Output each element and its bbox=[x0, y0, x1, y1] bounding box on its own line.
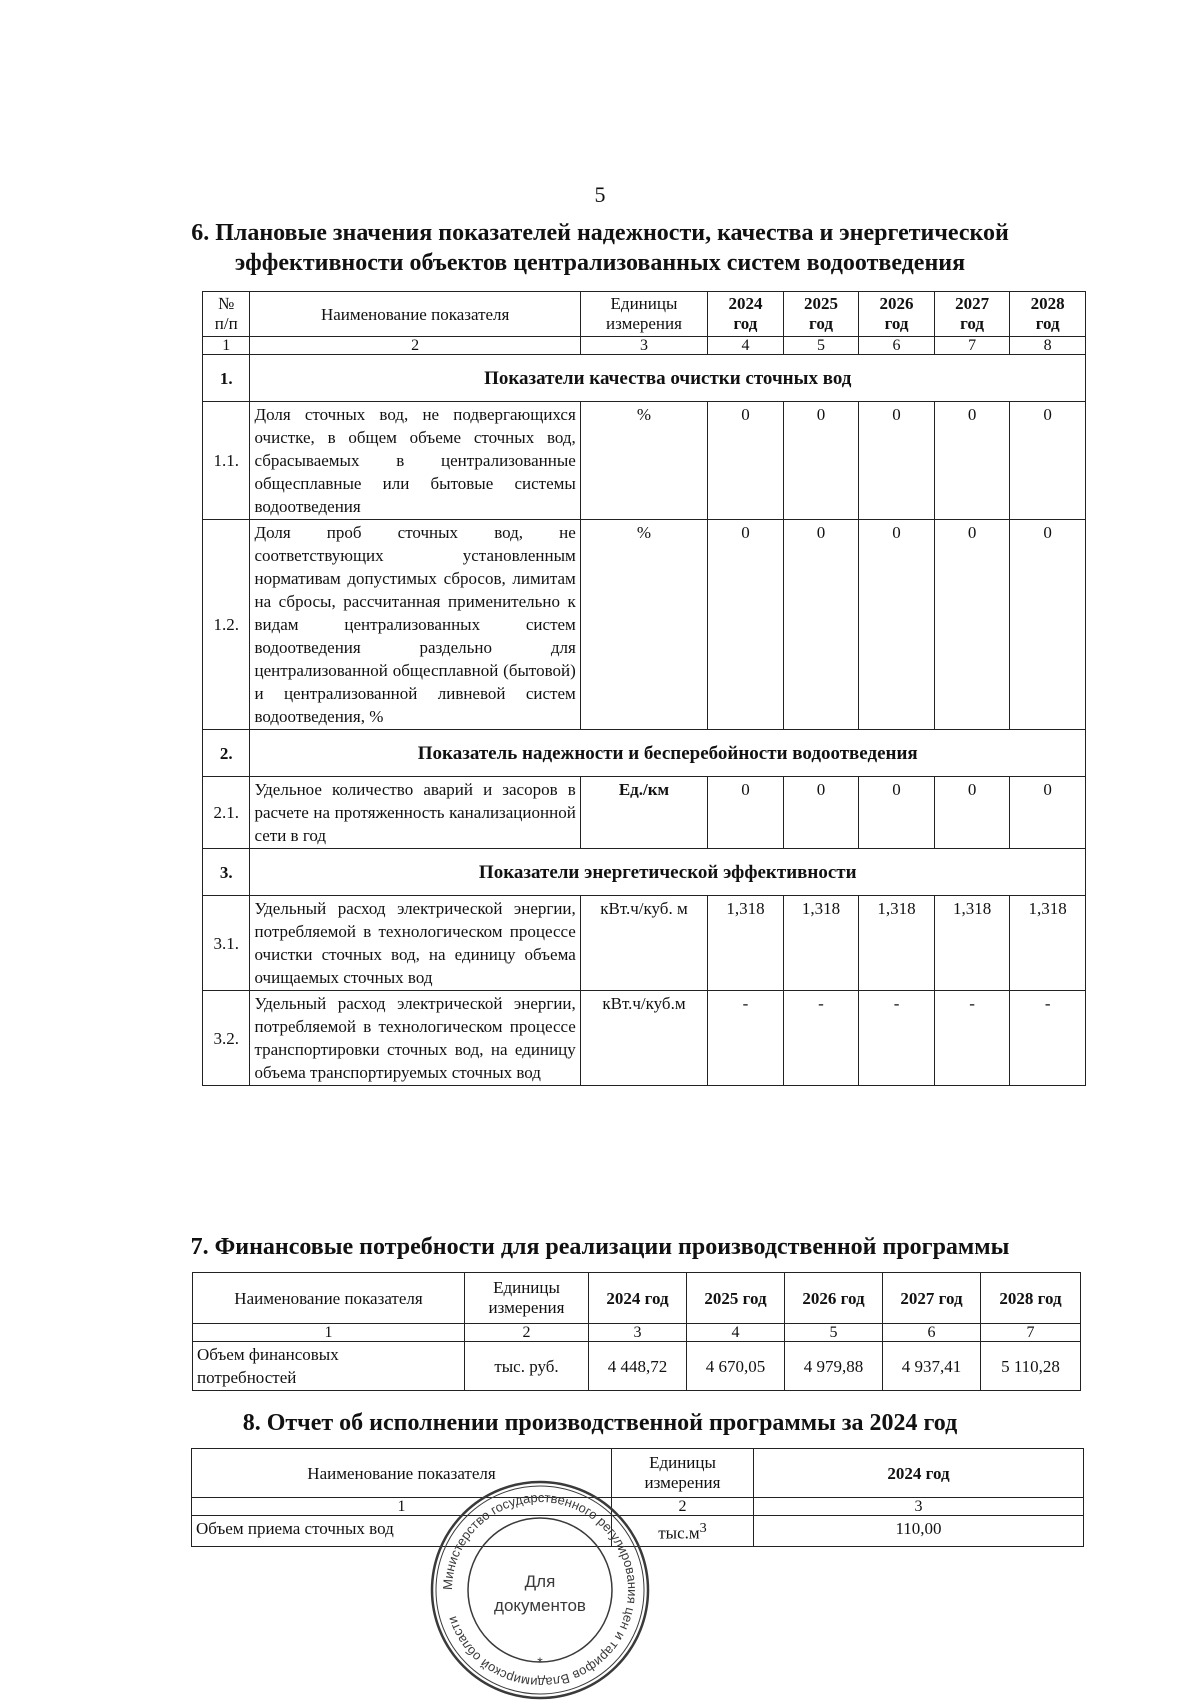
row-value: 5 110,28 bbox=[981, 1342, 1081, 1391]
row-value: 0 bbox=[934, 777, 1010, 849]
section8-title: 8. Отчет об исполнении производственной программы за 2024 год bbox=[242, 1410, 958, 1436]
row-value: 0 bbox=[783, 777, 859, 849]
stamp-center-line2: документов bbox=[494, 1596, 586, 1615]
stamp-center-line1: Для bbox=[524, 1572, 556, 1591]
header-name: Наименование показателя bbox=[192, 1449, 612, 1498]
row-value: 1,318 bbox=[783, 896, 859, 991]
row-value: 1,318 bbox=[859, 896, 935, 991]
header-year: 2025 год bbox=[687, 1273, 785, 1324]
row-value: 0 bbox=[859, 777, 935, 849]
column-number-row bbox=[203, 337, 1086, 355]
row-num: 1.1. bbox=[203, 402, 250, 520]
row-name: Удельный расход электрической энергии, потребляемой в технологическом процессе транспортировки сточных вод, на единицу объема транспортируемых сточных вод bbox=[250, 991, 580, 1086]
section6-title-line2: эффективности объектов централизованных систем водоотведения bbox=[234, 250, 966, 276]
row-name: Объем приема сточных вод bbox=[192, 1516, 612, 1547]
header-year: 2024 год bbox=[708, 292, 784, 337]
header-num: № п/п bbox=[203, 292, 250, 337]
row-name: Объем финансовых потребностей bbox=[193, 1342, 465, 1391]
row-value: 0 bbox=[1010, 402, 1086, 520]
row-value: 1,318 bbox=[1010, 896, 1086, 991]
header-year: 2025 год bbox=[783, 292, 859, 337]
header-unit: Единицы измерения bbox=[580, 292, 707, 337]
section-row bbox=[203, 849, 1086, 896]
section-num: 2. bbox=[203, 730, 250, 777]
column-number: 1 bbox=[192, 1498, 612, 1516]
section6-title bbox=[0, 218, 1200, 278]
row-value: 0 bbox=[783, 520, 859, 730]
row-value: 0 bbox=[934, 402, 1010, 520]
column-number: 5 bbox=[783, 337, 859, 355]
row-value: 110,00 bbox=[754, 1516, 1084, 1547]
row-unit: $тыс.м^3$ bbox=[612, 1516, 754, 1547]
row-value: 4 979,88 bbox=[785, 1342, 883, 1391]
header-year: 2026 год bbox=[859, 292, 935, 337]
header-year: 2027 год bbox=[883, 1273, 981, 1324]
column-number: 3 bbox=[580, 337, 707, 355]
row-name: Удельный расход электрической энергии, потребляемой в технологическом процессе очистки сточных вод, на единицу объема очищаемых сточных вод bbox=[250, 896, 580, 991]
row-unit: тыс. руб. bbox=[465, 1342, 589, 1391]
column-number: 3 bbox=[754, 1498, 1084, 1516]
row-value: - bbox=[1010, 991, 1086, 1086]
row-value: 4 670,05 bbox=[687, 1342, 785, 1391]
column-number-row bbox=[193, 1324, 1081, 1342]
row-name: Доля проб сточных вод, не соответствующих установленным нормативам допустимых сбросов, лимитам на сбросы, рассчитанная применительно к видам централизованных систем водоотведения раздельно для централизованной общесплавной (бытовой) и централизованной ливневой систем водоотведения, % bbox=[250, 520, 580, 730]
row-value: 0 bbox=[783, 402, 859, 520]
column-number: 2 bbox=[250, 337, 580, 355]
row-unit: кВт.ч/куб. м bbox=[580, 896, 707, 991]
column-number: 7 bbox=[981, 1324, 1081, 1342]
row-value: 0 bbox=[934, 520, 1010, 730]
row-num: 1.2. bbox=[203, 520, 250, 730]
column-number: 1 bbox=[203, 337, 250, 355]
row-value: 0 bbox=[859, 402, 935, 520]
official-stamp bbox=[425, 1475, 655, 1705]
row-value: 1,318 bbox=[708, 896, 784, 991]
column-number: 6 bbox=[883, 1324, 981, 1342]
column-number: 2 bbox=[465, 1324, 589, 1342]
table-row bbox=[203, 777, 1086, 849]
table-row bbox=[193, 1342, 1081, 1391]
stamp-star: * bbox=[537, 1654, 543, 1670]
financial-needs-table bbox=[192, 1272, 1081, 1391]
table-row bbox=[203, 402, 1086, 520]
header-unit: Единицы измерения bbox=[465, 1273, 589, 1324]
row-num: 3.2. bbox=[203, 991, 250, 1086]
header-year: 2027 год bbox=[934, 292, 1010, 337]
header-name: Наименование показателя bbox=[193, 1273, 465, 1324]
column-number: 8 bbox=[1010, 337, 1086, 355]
row-value: 4 937,41 bbox=[883, 1342, 981, 1391]
row-unit: % bbox=[580, 520, 707, 730]
row-unit: % bbox=[580, 402, 707, 520]
indicators-table bbox=[202, 291, 1086, 1086]
section-title: Показатель надежности и бесперебойности водоотведения bbox=[250, 730, 1086, 777]
header-unit: Единицы измерения bbox=[612, 1449, 754, 1498]
column-number: 4 bbox=[687, 1324, 785, 1342]
section-row bbox=[203, 730, 1086, 777]
row-value: 0 bbox=[859, 520, 935, 730]
column-number: 4 bbox=[708, 337, 784, 355]
row-unit: кВт.ч/куб.м bbox=[580, 991, 707, 1086]
row-value: - bbox=[859, 991, 935, 1086]
column-number: 7 bbox=[934, 337, 1010, 355]
header-year: 2028 год bbox=[1010, 292, 1086, 337]
row-value: - bbox=[708, 991, 784, 1086]
row-value: 0 bbox=[1010, 520, 1086, 730]
header-year: 2028 год bbox=[981, 1273, 1081, 1324]
page-number: 5 bbox=[594, 182, 606, 207]
header-year: 2026 год bbox=[785, 1273, 883, 1324]
table-row bbox=[203, 991, 1086, 1086]
table-header-row bbox=[193, 1273, 1081, 1324]
row-value: 1,318 bbox=[934, 896, 1010, 991]
column-number: 2 bbox=[612, 1498, 754, 1516]
table-header-row bbox=[203, 292, 1086, 337]
column-number: 5 bbox=[785, 1324, 883, 1342]
section7-title: 7. Финансовые потребности для реализации производственной программы bbox=[190, 1234, 1010, 1260]
column-number: 1 bbox=[193, 1324, 465, 1342]
section6-title-line1: 6. Плановые значения показателей надежности, качества и энергетической bbox=[191, 220, 1009, 246]
row-num: 2.1. bbox=[203, 777, 250, 849]
row-value: - bbox=[934, 991, 1010, 1086]
section-title: Показатели энергетической эффективности bbox=[250, 849, 1086, 896]
table-row bbox=[203, 896, 1086, 991]
header-name: Наименование показателя bbox=[250, 292, 580, 337]
row-value: 0 bbox=[708, 520, 784, 730]
row-unit: Ед./км bbox=[580, 777, 707, 849]
column-number: 3 bbox=[589, 1324, 687, 1342]
section-title: Показатели качества очистки сточных вод bbox=[250, 355, 1086, 402]
header-year: 2024 год bbox=[754, 1449, 1084, 1498]
row-value: 0 bbox=[708, 777, 784, 849]
row-value: 0 bbox=[708, 402, 784, 520]
column-number: 6 bbox=[859, 337, 935, 355]
section-row bbox=[203, 355, 1086, 402]
row-name: Доля сточных вод, не подвергающихся очистке, в общем объеме сточных вод, сбрасываемых в централизованные общесплавные или бытовые системы водоотведения bbox=[250, 402, 580, 520]
section-num: 3. bbox=[203, 849, 250, 896]
row-name: Удельное количество аварий и засоров в расчете на протяженность канализационной сети в год bbox=[250, 777, 580, 849]
section-num: 1. bbox=[203, 355, 250, 402]
row-value: 0 bbox=[1010, 777, 1086, 849]
stamp-outer-text: Министерство государственного регулирования цен и тарифов Владимирской области bbox=[439, 1489, 641, 1691]
row-value: - bbox=[783, 991, 859, 1086]
table-row bbox=[203, 520, 1086, 730]
row-value: 4 448,72 bbox=[589, 1342, 687, 1391]
header-year: 2024 год bbox=[589, 1273, 687, 1324]
row-num: 3.1. bbox=[203, 896, 250, 991]
